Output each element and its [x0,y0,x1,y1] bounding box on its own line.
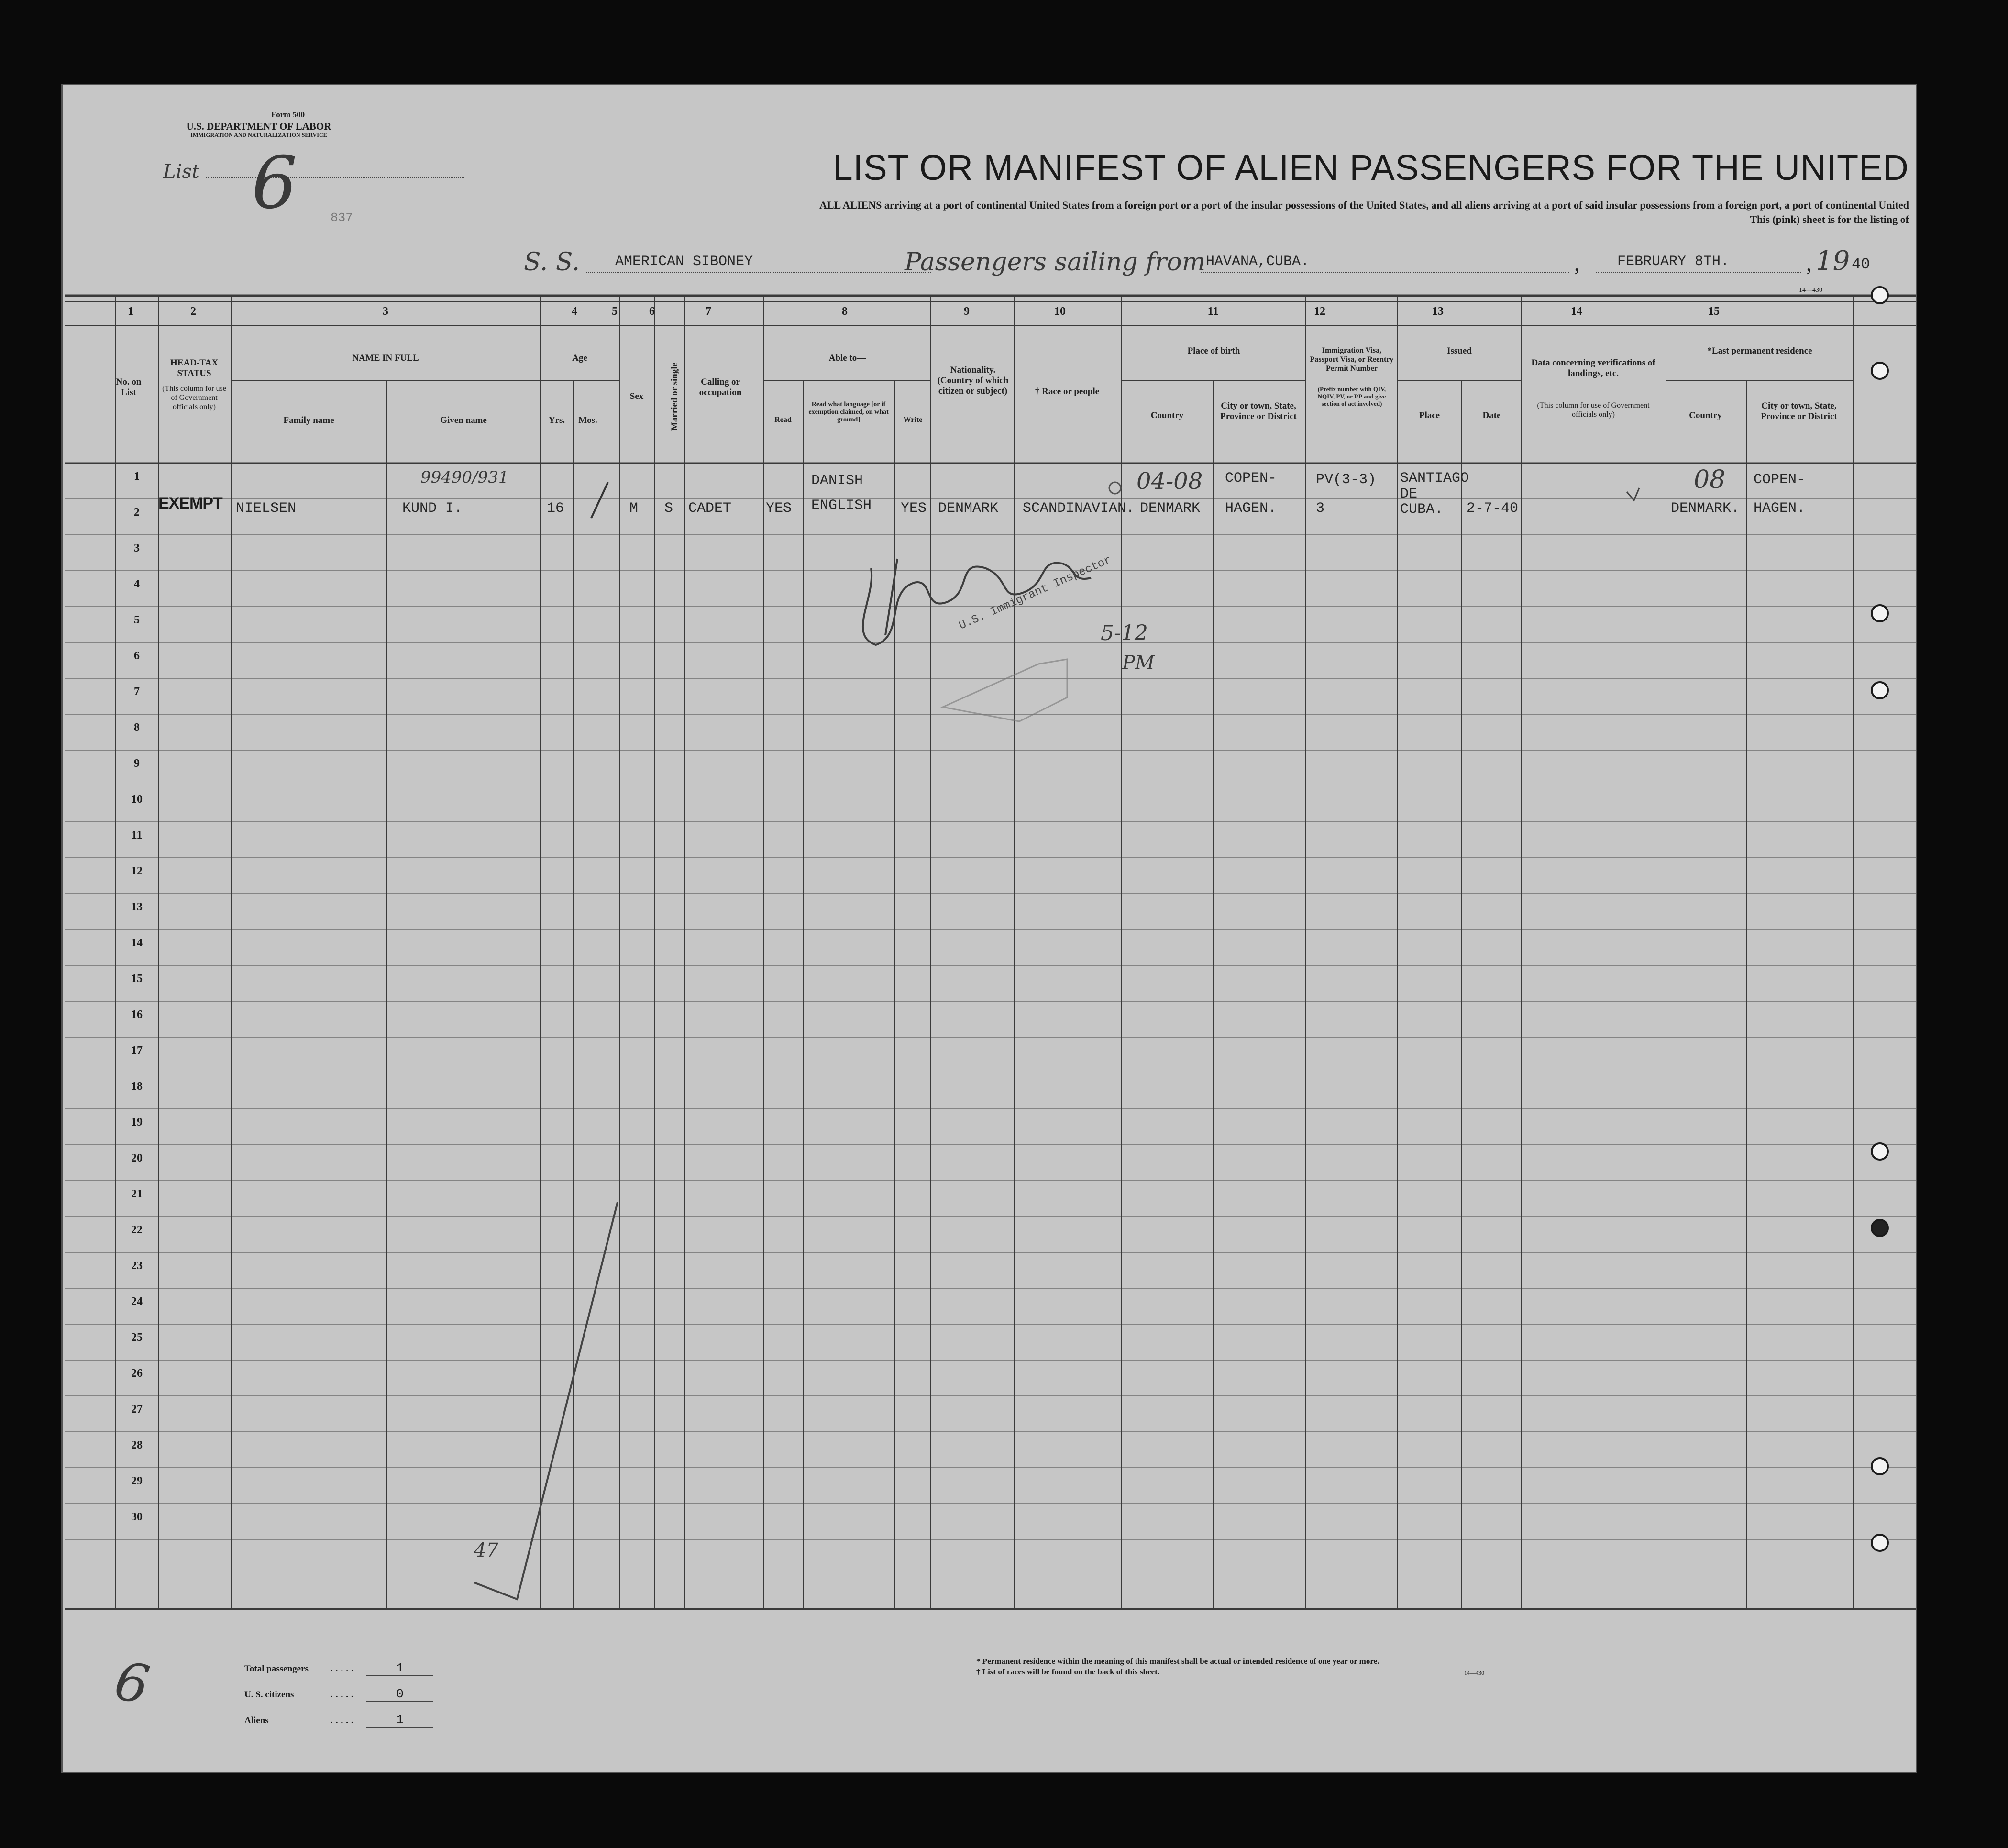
language-2-value: ENGLISH [811,498,872,514]
us-citizens-label: U. S. citizens [244,1690,294,1700]
row-number: 27 [131,1403,143,1416]
col-num-15: 15 [1708,305,1720,318]
subtitle-line-2: This (pink) sheet is for the listing of [1750,213,1909,225]
row-number: 20 [131,1152,143,1164]
aliens-label: Aliens [244,1715,269,1726]
list-stamp: 837 [331,210,353,225]
margin-mark: 6 [110,1649,154,1716]
manifest-sheet [61,84,1917,1773]
col-num-2: 2 [190,305,196,318]
header-lr-city: City or town, State, Province or District [1761,401,1837,421]
lr-city-line-2: HAGEN. [1754,500,1806,517]
row-number: 28 [131,1439,143,1451]
row-number: 21 [131,1188,143,1200]
birth-country-value: DENMARK [1140,500,1201,517]
header-data-note: (This column for use of Government officials only) [1537,401,1650,419]
row-number: 26 [131,1367,143,1380]
column-number-row [63,303,1916,324]
time-note-1: 5-12 [1101,621,1148,645]
col-num-13: 13 [1432,305,1444,318]
file-number: 99490/931 [420,468,509,487]
col-num-4: 4 [572,305,577,318]
row-number: 3 [134,542,140,554]
nationality-value: DENMARK [938,500,999,517]
total-passengers-value: 1 [366,1661,433,1676]
row-number: 16 [131,1008,143,1021]
given-name-value: KUND I. [402,500,463,517]
header-nationality: Nationality. (Country of which citizen or subject) [937,365,1009,396]
col-num-11: 11 [1207,305,1219,318]
issued-place-line-2: DE [1400,486,1418,502]
time-note-2: PM [1122,652,1155,674]
header-name-in-full: NAME IN FULL [352,353,419,363]
col-num-10: 10 [1054,305,1066,318]
header-calling: Calling or occupation [699,377,742,398]
form-code-top: 14—430 [1799,287,1822,294]
form-code-bottom: 14—430 [1464,1670,1484,1676]
birth-city-line-1: COPEN- [1225,470,1277,487]
header-sex: Sex [629,391,644,401]
header-issued-date: Date [1482,410,1501,421]
row-number: 24 [131,1295,143,1308]
row-number: 23 [131,1260,143,1272]
row-number: 5 [134,614,140,626]
col-num-14: 14 [1571,305,1582,318]
row-number: 6 [134,650,140,662]
row-number: 1 [134,470,140,483]
header-read: Read [774,416,792,424]
issued-date-value: 2-7-40 [1467,500,1519,517]
year-suffix: 40 [1852,255,1870,273]
binder-hole [1871,1534,1889,1552]
row-number: 18 [131,1080,143,1093]
total-passengers-dots: ..... [331,1664,356,1674]
header-lr-country: Country [1689,410,1722,421]
row-number: 22 [131,1224,143,1236]
row-number: 14 [131,937,143,949]
header-able-to: Able to— [828,353,866,363]
col-num-3: 3 [383,305,388,318]
issued-place-line-1: SANTIAGO [1400,470,1469,487]
row-number: 11 [131,829,143,841]
row-number: 9 [134,757,140,770]
binder-hole [1871,286,1889,304]
header-age-yrs: Yrs. [548,415,565,425]
sailing-date: FEBRUARY 8TH. [1617,254,1730,270]
footnote-residence: * Permanent residence within the meaning of this manifest shall be actual or intended residence of one year or more. [976,1657,1379,1666]
write-value: YES [901,500,927,517]
header-head-tax: HEAD-TAX STATUS [170,358,218,378]
col-num-8: 8 [842,305,848,318]
row-number: 2 [134,506,140,519]
header-issued: Issued [1447,346,1472,356]
aliens-value: 1 [366,1713,433,1728]
row-number: 12 [131,865,143,877]
binder-hole [1871,1142,1889,1161]
col-num-9: 9 [964,305,970,318]
married-value: S [664,500,673,517]
subtitle-line-1: ALL ALIENS arriving at a port of continental United States from a foreign port or a port of the insular possessions of the United States, and all aliens arriving at a port of said insular possessions from a foreign port, a port of continental United [819,199,1909,211]
header-visa: Immigration Visa, Passport Visa, or Reentry Permit Number [1310,346,1394,373]
row-number: 8 [134,721,140,734]
manifest-title: LIST OR MANIFEST OF ALIEN PASSENGERS FOR THE UNITED [833,148,1909,188]
header-birth-city: City or town, State, Province or District [1220,401,1297,421]
header-married: Married or single [670,362,680,431]
department-name: U.S. DEPARTMENT OF LABOR [186,121,331,132]
form-number: Form 500 [271,110,305,119]
header-issued-place: Place [1419,410,1440,421]
occupation-value: CADET [688,500,732,517]
inspector-stamp: U.S. Immigrant Inspector [957,553,1114,633]
binder-hole [1871,681,1889,699]
total-passengers-label: Total passengers [244,1664,309,1674]
binder-hole [1871,604,1889,622]
ship-name: AMERICAN SIBONEY [615,254,753,270]
row-number: 25 [131,1331,143,1344]
issued-place-line-3: CUBA. [1400,501,1444,518]
tally-mark: 47 [474,1539,498,1561]
header-family-name: Family name [283,415,334,425]
ss-label: S. S. [524,248,580,277]
head-tax-exempt: EXEMPT [158,494,222,512]
family-name-value: NIELSEN [236,500,297,517]
header-no-on-list: No. on List [116,377,142,398]
col-num-5: 5 [612,305,618,318]
sex-value: M [629,500,639,517]
language-1-value: DANISH [811,473,863,489]
comma-2: , [1806,251,1812,276]
header-head-tax-note: (This column for use of Government officials only) [162,385,226,411]
header-read-what: Read what language [or if exemption claimed, on what ground] [808,401,889,423]
binder-hole [1871,1219,1889,1237]
sailing-label: Passengers sailing from [905,248,1206,277]
row-number: 13 [131,901,143,913]
race-value: SCANDINAVIAN. [1023,500,1135,517]
list-number: 6 [252,142,298,225]
binder-hole [1871,362,1889,380]
header-age: Age [572,353,587,363]
year-prefix: 19 [1816,245,1850,277]
row-number: 10 [131,793,143,806]
col-num-1: 1 [128,305,133,318]
lr-city-line-1: COPEN- [1754,472,1806,488]
residence-mark: 08 [1694,465,1726,494]
col-num-7: 7 [706,305,711,318]
service-name: IMMIGRATION AND NATURALIZATION SERVICE [190,132,327,138]
col-num-12: 12 [1314,305,1325,318]
row-number: 7 [134,686,140,698]
birth-mark: 04-08 [1136,468,1203,495]
row-number: 17 [131,1044,143,1057]
header-place-of-birth: Place of birth [1187,346,1240,356]
binder-hole [1871,1457,1889,1475]
age-years-value: 16 [547,500,564,517]
header-age-mos: Mos. [578,415,597,425]
list-label: List [163,161,199,183]
header-data-concerning: Data concerning verifications of landings, etc. [1531,358,1655,378]
lr-country-value: DENMARK. [1671,500,1740,517]
row-number: 30 [131,1511,143,1523]
row-number: 29 [131,1475,143,1487]
header-visa-note: (Prefix number with QIV, NQIV, PV, or RP and give section of act involved) [1317,386,1386,407]
read-value: YES [766,500,792,517]
aliens-dots: ..... [331,1715,356,1726]
row-number: 4 [134,578,140,590]
row-number: 15 [131,973,143,985]
visa-line-1: PV(3-3) [1316,472,1377,488]
us-citizens-dots: ..... [331,1690,356,1700]
comma-1: , [1574,251,1580,276]
col-num-6: 6 [649,305,655,318]
birth-city-line-2: HAGEN. [1225,500,1277,517]
header-birth-country: Country [1150,410,1184,421]
row-number: 19 [131,1116,143,1129]
table-grid [63,85,1916,1772]
port-name: HAVANA,CUBA. [1206,254,1310,270]
header-given-name: Given name [440,415,487,425]
footnote-races: † List of races will be found on the back of this sheet. [976,1667,1159,1676]
header-last-residence: *Last permanent residence [1707,346,1812,356]
visa-line-2: 3 [1316,500,1325,517]
us-citizens-value: 0 [366,1687,433,1702]
header-race: † Race or people [1035,387,1100,397]
header-write: Write [903,416,923,424]
